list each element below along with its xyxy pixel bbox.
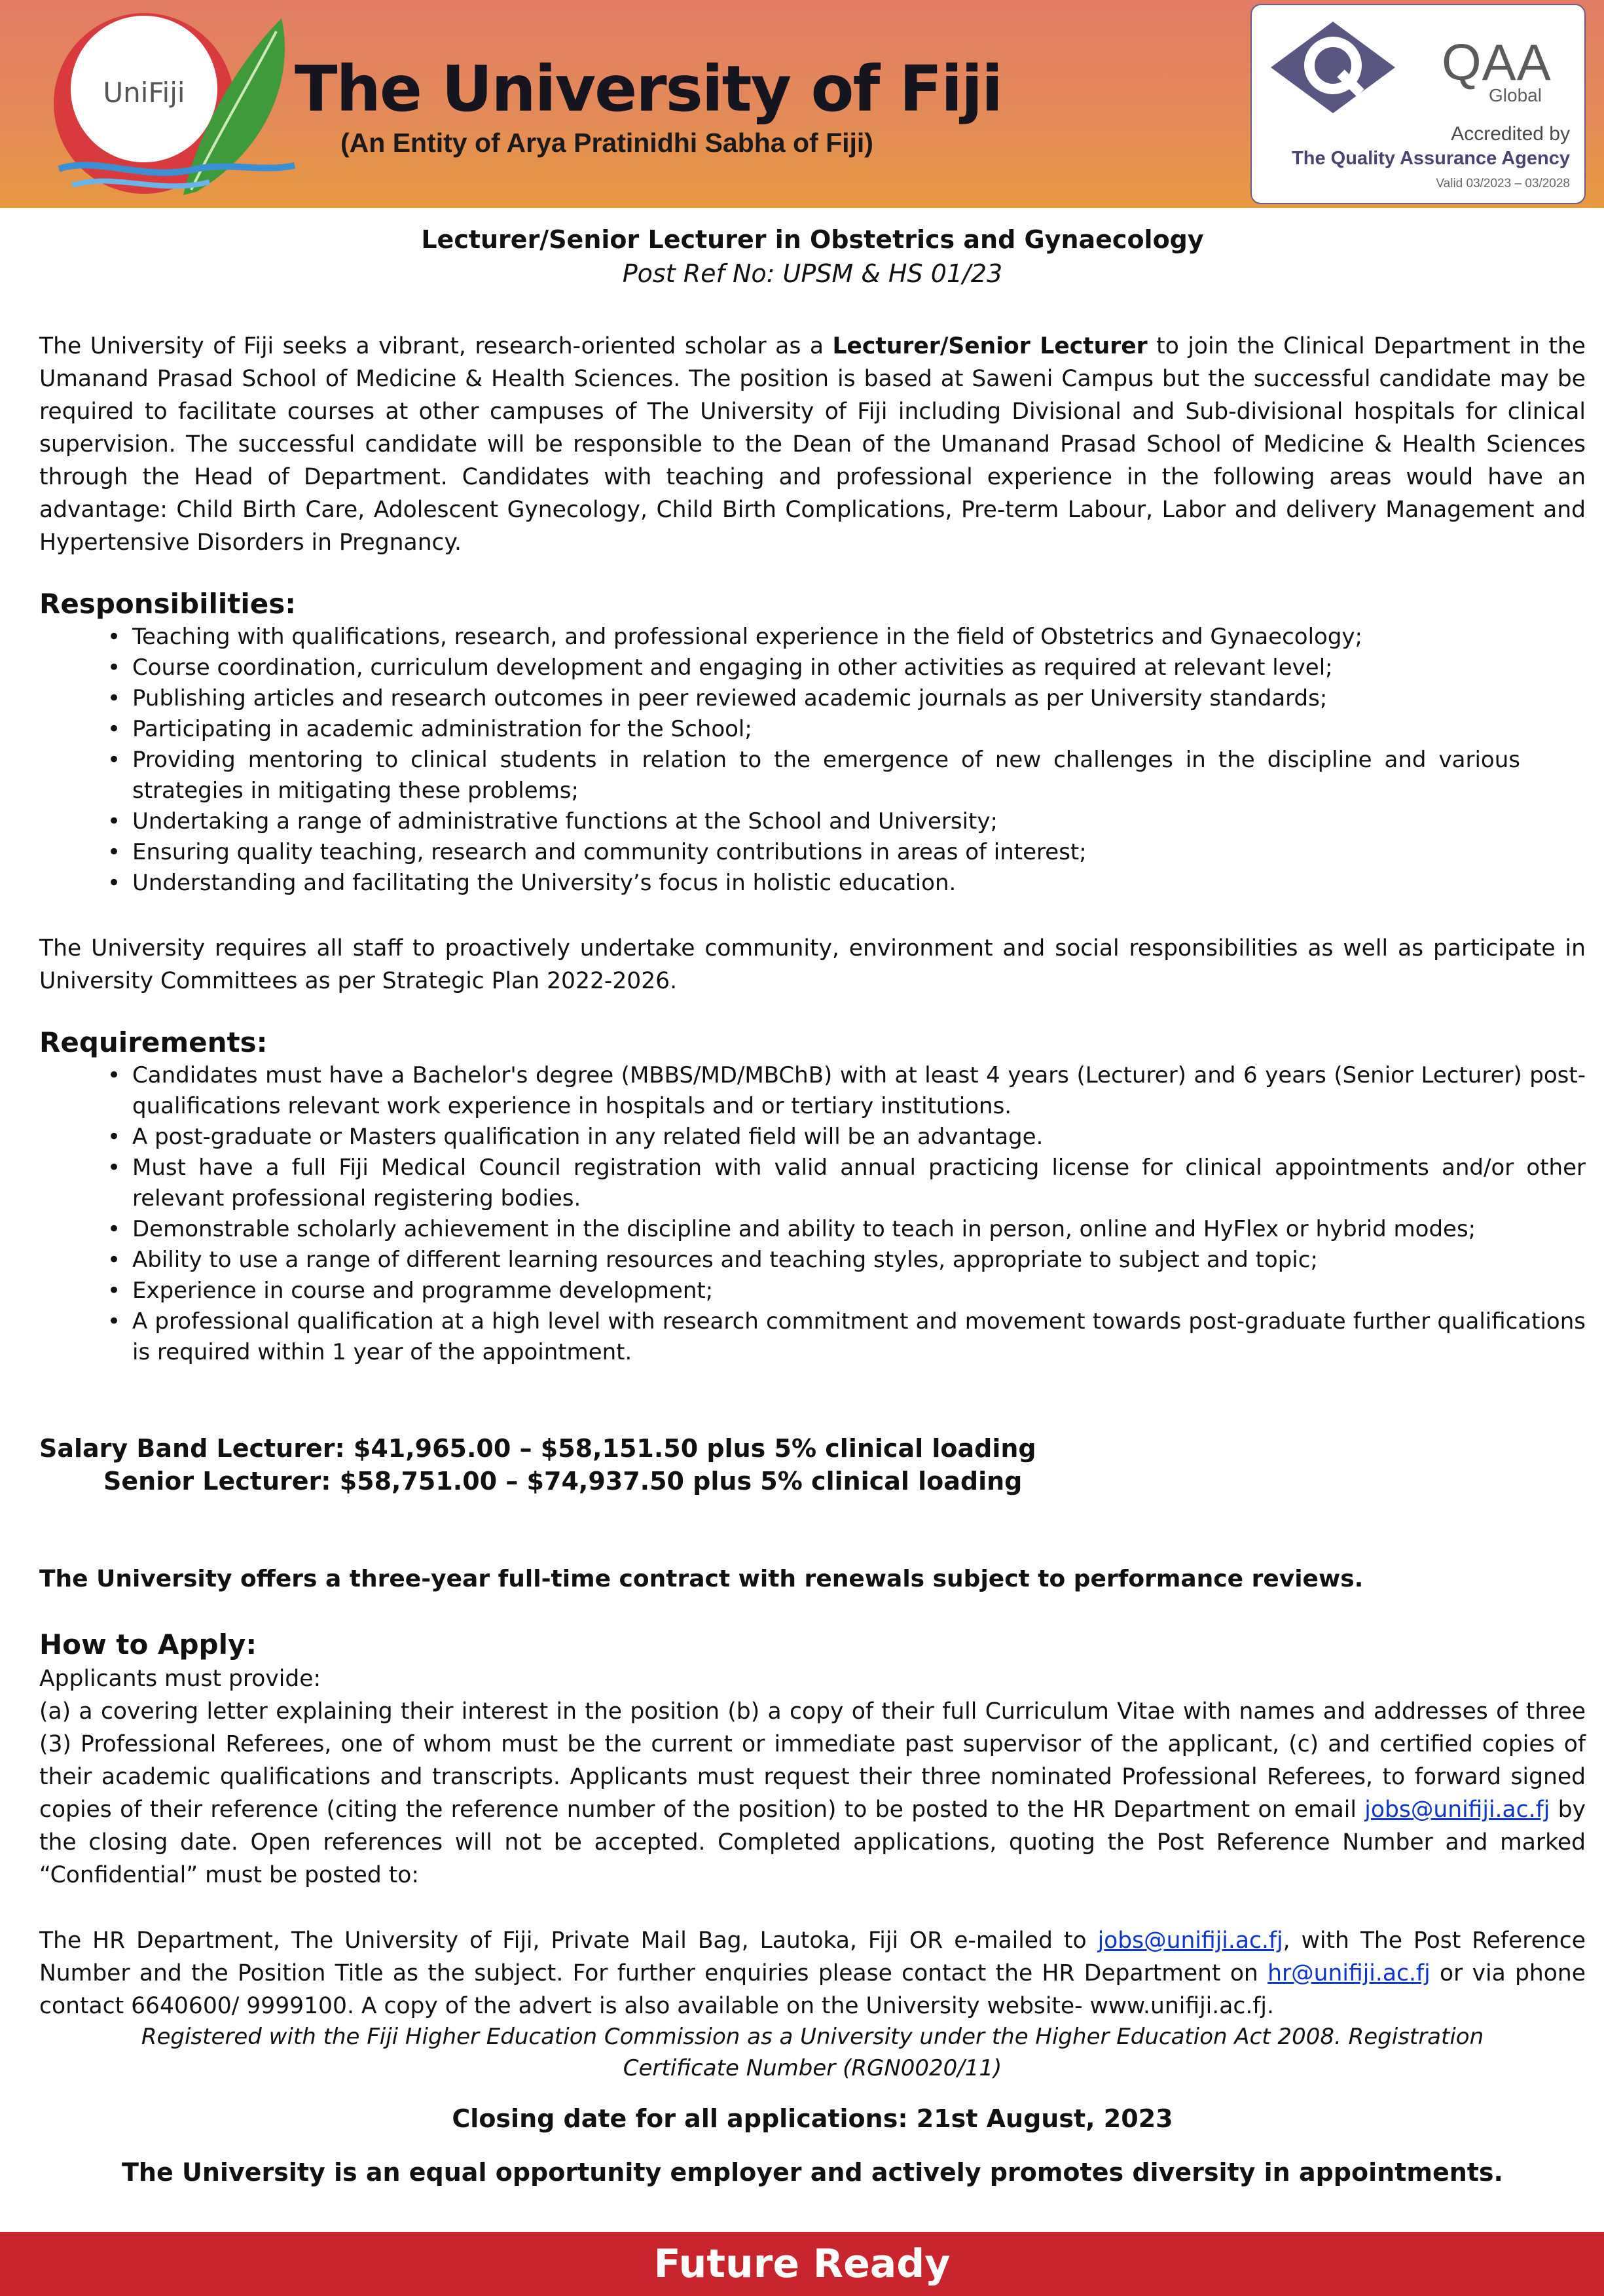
header-banner [0,0,1604,208]
how-to-apply-heading: How to Apply: [39,1628,257,1660]
list-item: • A post-graduate or Masters qualification in any related field will be an advantage. [39,1122,1586,1153]
closing-date-text: Closing date for all applications: 21st August, 2023 [452,2104,1173,2133]
hr-contact-paragraph [39,1924,1586,2022]
intro-role-bold: Lecturer/Senior Lecturer [832,333,1148,359]
unifiji-logo [46,5,308,202]
hr-text-1: The HR Department, The University of Fiji, Private Mail Bag, Lautoka, Fiji OR e-mailed to [39,1928,1098,1954]
community-paragraph: The University requires all staff to proactively undertake community, environment and social responsibilities as well as participate in University Committees as per Strategic Plan 2022-2026. [39,935,1586,994]
closing-date [39,2102,1586,2135]
salary-block [39,1432,1586,1498]
qaa-agency-name: The Quality Assurance Agency [1292,148,1570,169]
list-item: • Demonstrable scholarly achievement in the discipline and ability to teach in person, online and HyFlex or hybrid modes; [39,1214,1586,1245]
list-item: • Undertaking a range of administrative functions at the School and University; [39,806,1586,837]
footer-banner [0,2232,1604,2296]
registration-note [39,2021,1586,2084]
contract-statement [39,1563,1586,1596]
hr-email-link[interactable]: hr@unifiji.ac.fj [1267,1960,1431,1986]
list-item: • Providing mentoring to clinical students in relation to the emergence of new challenges in the discipline and various strategies in mitigating these problems; [39,745,1586,806]
responsibilities-section [39,586,1586,899]
list-item: • Understanding and facilitating the University’s focus in holistic education. [39,868,1586,899]
hr-text-3: or via phone contact 6640600/ 9999100. A copy of the advert is also available on the University website- www.unifiji.ac.fj. [39,1960,1586,2019]
applicants-must-provide: Applicants must provide: [39,1666,321,1692]
equal-opportunity [39,2156,1586,2189]
job-title-block [39,223,1586,291]
intro-text-1: The University of Fiji seeks a vibrant, research-oriented scholar as a [39,333,833,359]
intro-text-2: to join the Clinical Department in the Umanand Prasad School of Medicine & Health Sciences. The position is based at Saweni Campus but the successful candidate may be required to facilitate courses at other campuses of The University of Fiji including Divisional and Sub-divisional hospitals for clinical supervision. The successful candidate will be responsible to the Dean of the Umanand Prasad School of Medicine & Health Sciences through the Head of Department. Candidates with teaching and professional experience in the following areas would have an advantage: Child Birth Care, Adolescent Gynecology, Child Birth Complications, Pre-term Labour, Labor and delivery Management and Hypertensive Disorders in Pregnancy. [39,333,1586,556]
list-item: • Ability to use a range of different learning resources and teaching styles, appropriate to subject and topic; [39,1245,1586,1276]
salary-senior-lecturer: Senior Lecturer: $58,751.00 – $74,937.50 plus 5% clinical loading [103,1467,1023,1496]
responsibilities-heading: Responsibilities: [39,588,297,620]
list-item: • Must have a full Fiji Medical Council registration with valid annual practicing license for clinical appointments and/or other relevant professional registering bodies. [39,1153,1586,1214]
qaa-logo-icon [1267,18,1398,117]
list-item: • Experience in course and programme development; [39,1276,1586,1306]
jobs-email-link[interactable]: jobs@unifiji.ac.fj [1364,1797,1550,1823]
list-item: • Teaching with qualifications, research, and professional experience in the field of Obstetrics and Gynaecology; [39,622,1586,653]
university-subtitle: (An Entity of Arya Pratinidhi Sabha of Fiji) [340,128,873,158]
intro-paragraph [39,330,1586,559]
registration-text: Registered with the Fiji Higher Education Commission as a University under the Higher Education Act 2008. Registration Certificate Number (RGN0020/11) [141,2024,1484,2081]
application-details [39,1695,1586,1892]
qaa-validity: Valid 03/2023 – 03/2028 [1436,177,1570,190]
list-item: • Publishing articles and research outcomes in peer reviewed academic journals as per University standards; [39,683,1586,714]
requirements-section [39,1025,1586,1368]
requirements-list [39,1060,1586,1368]
list-item: • Course coordination, curriculum development and engaging in other activities as required at relevant level; [39,653,1586,683]
responsibilities-list [39,622,1586,899]
qaa-accredited-label: Accredited by [1451,123,1570,145]
footer-slogan: Future Ready [653,2241,951,2287]
qaa-name: QAA [1442,33,1552,91]
hr-text-2: , with The Post Reference Number and the Position Title as the subject. For further enquiries please contact the HR Department on [39,1928,1586,1986]
application-details-text-1: (a) a covering letter explaining their interest in the position (b) a copy of their full Curriculum Vitae with names and addresses of three (3) Professional Referees, one of whom must be the current or immediate past supervisor of the applicant, (c) and certified copies of their academic qualifications and transcripts. Applicants must request their three nominated Professional Referees, to forward signed copies of their reference (citing the reference number of the position) to be posted to the HR Department on email [39,1698,1586,1823]
contract-text: The University offers a three-year full-time contract with renewals subject to performance reviews. [39,1566,1364,1592]
application-details-text-2: by the closing date. Open references will not be accepted. Completed applications, quoting the Post Reference Number and marked “Confidential” must be posted to: [39,1797,1586,1888]
requirements-heading: Requirements: [39,1026,268,1058]
list-item: • Candidates must have a Bachelor's degree (MBBS/MD/MBChB) with at least 4 years (Lecturer) and 6 years (Senior Lecturer) post-qualifications relevant work experience in hospitals and or tertiary institutions. [39,1060,1586,1122]
jobs-email-link-2[interactable]: jobs@unifiji.ac.fj [1097,1928,1283,1954]
qaa-accreditation-badge [1250,4,1586,204]
logo-text: UniFiji [103,77,185,109]
university-title: The University of Fiji [295,52,1002,126]
how-to-apply-section [39,1627,1586,2022]
list-item: • Ensuring quality teaching, research and community contributions in areas of interest; [39,837,1586,868]
list-item: • Participating in academic administration for the School; [39,714,1586,745]
salary-lecturer: Salary Band Lecturer: $41,965.00 – $58,151.50 plus 5% clinical loading [39,1434,1036,1463]
job-title: Lecturer/Senior Lecturer in Obstetrics and Gynaecology [421,225,1204,254]
post-ref: Post Ref No: UPSM & HS 01/23 [622,259,1003,288]
list-item: • A professional qualification at a high level with research commitment and movement towards post-graduate further qualifications is required within 1 year of the appointment. [39,1306,1586,1368]
equal-opportunity-text: The University is an equal opportunity employer and actively promotes diversity in appointments. [121,2158,1503,2187]
qaa-global: Global [1489,85,1542,105]
